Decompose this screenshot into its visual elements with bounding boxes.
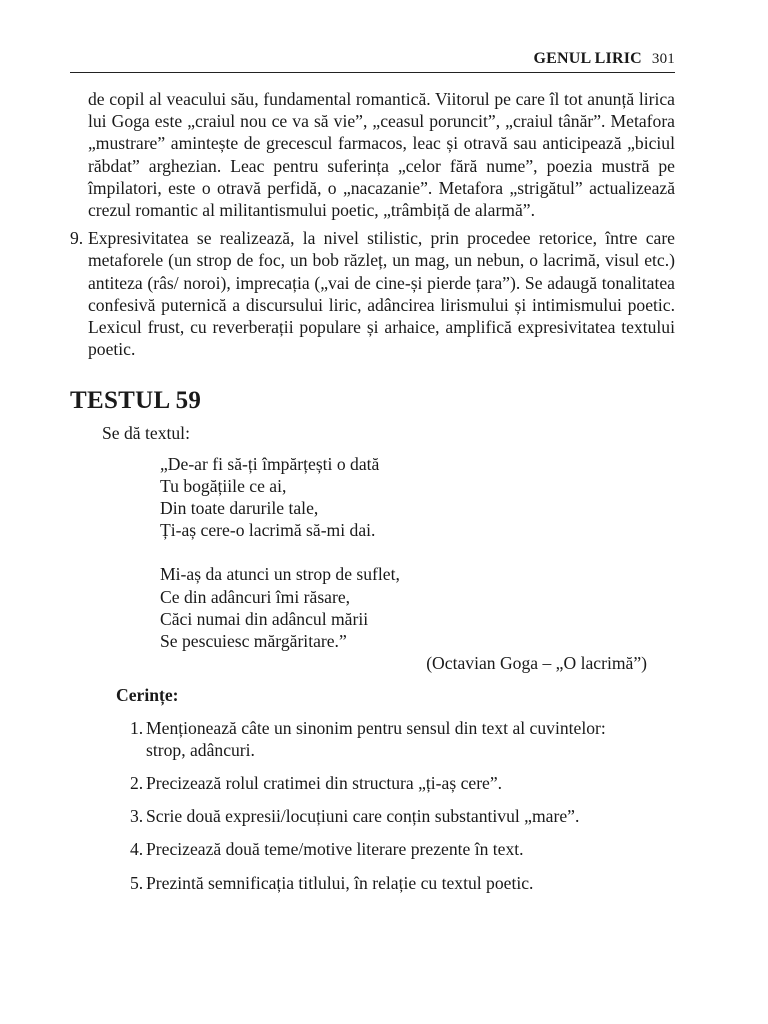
requirement-item	[130, 805, 675, 827]
requirement-text: Prezintă semnificația titlului, în relație cu textul poetic.	[146, 872, 534, 893]
poem-line: „De-ar fi să-ți împărțești o dată	[160, 453, 380, 474]
poem-line: Din toate darurile tale,	[160, 498, 319, 519]
answer-item-9	[70, 227, 675, 360]
item-marker: 9.	[70, 228, 84, 249]
requirement-text: Precizează rolul cratimei din structura „ți-aș cere”.	[146, 773, 503, 794]
chapter-title: GENUL LIRIC	[533, 50, 642, 67]
poem-line: Ce din adâncuri îmi răsare,	[160, 586, 351, 607]
poem-line: Tu bogățiile ce ai,	[160, 475, 287, 496]
test-intro: Se dă textul:	[102, 423, 190, 444]
requirement-number: 4.	[130, 839, 144, 860]
poem-stanza-2	[160, 563, 675, 652]
poem-line: Mi-aș da atunci un strop de suflet,	[160, 564, 400, 585]
requirement-text: Menționează câte un sinonim pentru sensul din text al cuvintelor:	[146, 717, 606, 738]
body-text	[70, 88, 675, 905]
requirement-item	[130, 872, 675, 894]
poem	[70, 453, 675, 653]
requirement-text-cont: strop, adâncuri.	[146, 739, 255, 760]
requirement-text: Scrie două expresii/locuțiuni care conțin substantivul „mare”.	[146, 806, 580, 827]
requirement-number: 3.	[130, 806, 144, 827]
test-heading: TESTUL 59	[70, 387, 202, 415]
requirements-list	[70, 717, 675, 894]
requirement-number: 1.	[130, 717, 144, 738]
requirement-item	[130, 838, 675, 860]
poem-stanza-1	[160, 453, 675, 542]
requirement-item	[130, 717, 675, 761]
poem-line: Ți-aș cere-o lacrimă să-mi dai.	[160, 520, 376, 541]
item-text: Expresivitatea se realizează, la nivel stilistic, prin procedee retorice, între care metaforele (un strop de foc, un bob răzleț, un mag, un nebun, o lacrimă, visul etc.) antiteza (râs/ noroi), imprecația („vai de cine-și pierde țara”). Se adaugă tonalitatea confesivă puternică a discursului liric, adâncirea lirismului și intimismului poetic. Lexicul frust, cu reverberații populare și arhaice, amplifică expresivitatea textului poetic.	[88, 228, 675, 360]
requirement-item	[130, 772, 675, 794]
header-rule	[70, 72, 675, 73]
continuation-paragraph: de copil al veacului său, fundamental romantică. Viitorul pe care îl tot anunță lirica lui Goga este „craiul nou ce va să vie”, „ceasul poruncit”, „craiul tânăr”. Metafora „mustrare” amintește de grecescul farmacos, leac și otravă sau anticipează „biciul răbdat” arghezian. Leac pentru suferința „celor fără nume”, poezia mustră pe împilatori, este o otravă perfidă, o „nacazanie”. Metafora „strigătul” actualizează crezul romantic al militantismului poetic, „trâmbiță de alarmă”.	[88, 89, 675, 221]
requirement-number: 2.	[130, 773, 144, 794]
requirement-text: Precizează două teme/motive literare prezente în text.	[146, 839, 524, 860]
poem-line: Căci numai din adâncul mării	[160, 608, 369, 629]
requirement-number: 5.	[130, 872, 144, 893]
poem-attribution: (Octavian Goga – „O lacrimă”)	[426, 653, 647, 674]
page-number: 301	[651, 51, 675, 67]
requirements-heading: Cerințe:	[116, 685, 179, 706]
poem-line: Se pescuiesc mărgăritare.”	[160, 631, 347, 652]
running-header	[70, 50, 675, 68]
